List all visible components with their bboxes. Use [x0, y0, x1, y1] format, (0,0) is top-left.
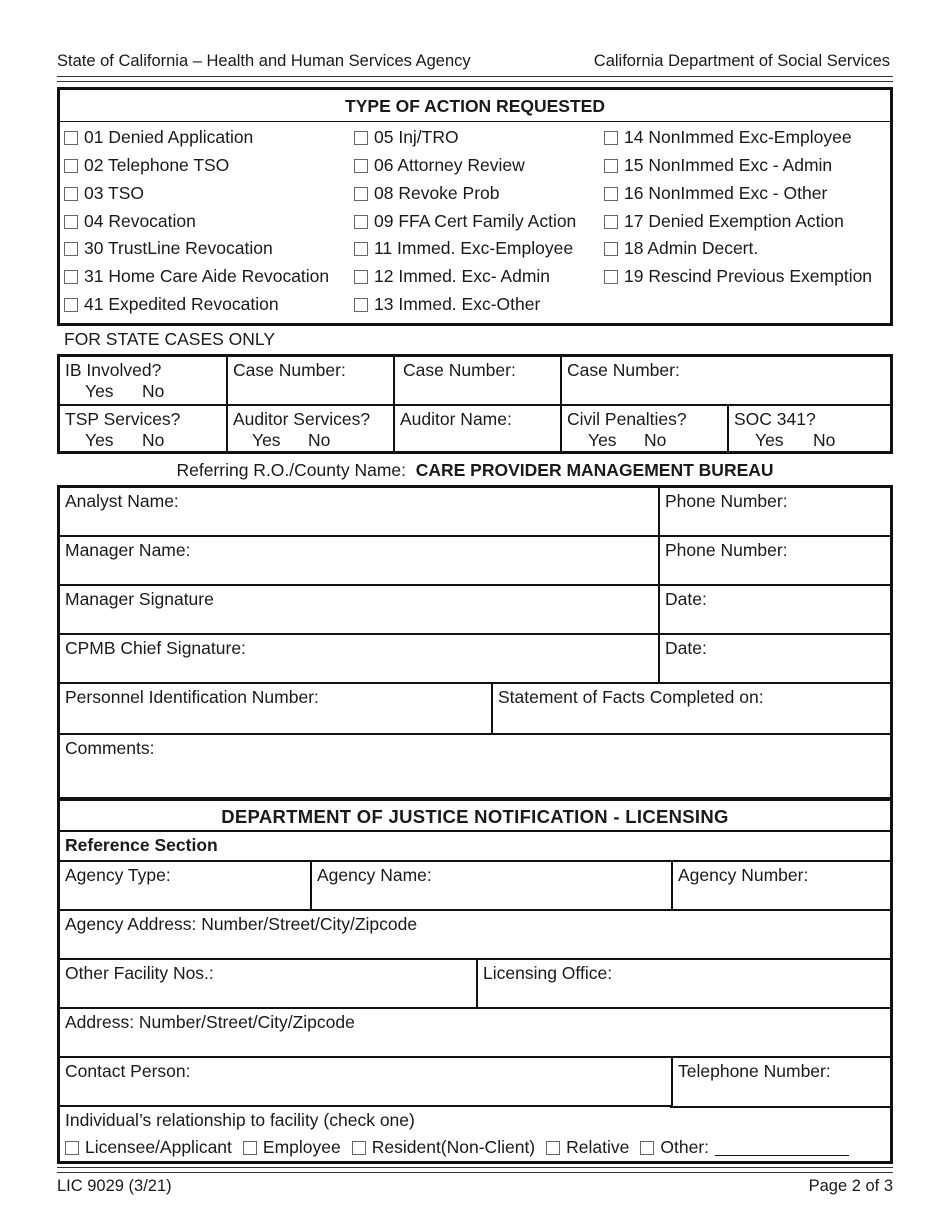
yes-option[interactable]: Yes — [85, 430, 114, 450]
page-number: Page 2 of 3 — [808, 1177, 893, 1195]
licensing-office-field[interactable]: Licensing Office: — [483, 963, 613, 983]
no-option[interactable]: No — [142, 430, 165, 450]
cb-nonimmed-exc-admin[interactable]: 15 NonImmed Exc - Admin — [604, 155, 832, 176]
cb-inj-tro[interactable]: 05 Inj/TRO — [354, 127, 459, 148]
cb-nonimmed-exc-employee[interactable]: 14 NonImmed Exc-Employee — [604, 127, 852, 148]
action-section — [57, 87, 893, 326]
agency-address-field[interactable]: Agency Address: Number/Street/City/Zipcode — [65, 914, 418, 934]
checkbox[interactable] — [604, 242, 618, 256]
department-header: California Department of Social Services — [593, 52, 890, 70]
referring-value: CARE PROVIDER MANAGEMENT BUREAU — [415, 460, 774, 480]
checkbox[interactable] — [604, 215, 618, 229]
checkbox[interactable] — [65, 1141, 79, 1155]
case-number-2[interactable]: Case Number: — [403, 360, 516, 380]
doj-section — [57, 798, 893, 1164]
referring-line — [0, 460, 950, 481]
checkbox[interactable] — [64, 131, 78, 145]
checkbox[interactable] — [354, 159, 368, 173]
form-number: LIC 9029 (3/21) — [57, 1177, 172, 1195]
chief-date-field[interactable]: Date: — [665, 638, 707, 658]
agency-header: State of California – Health and Human Services Agency — [57, 52, 471, 70]
checkbox[interactable] — [64, 187, 78, 201]
analyst-phone-field[interactable]: Phone Number: — [665, 491, 788, 511]
cb-licensee-applicant[interactable]: Licensee/Applicant — [65, 1137, 232, 1158]
cb-ffa-cert-family[interactable]: 09 FFA Cert Family Action — [354, 211, 576, 232]
checkbox[interactable] — [64, 270, 78, 284]
cb-trustline-revocation[interactable]: 30 TrustLine Revocation — [64, 238, 273, 259]
auditor-services-cell[interactable]: Auditor Services? Yes No — [233, 409, 371, 450]
checkbox[interactable] — [243, 1141, 257, 1155]
no-option[interactable]: No — [644, 430, 667, 450]
ib-involved-cell[interactable]: IB Involved? Yes No — [65, 360, 165, 401]
case-number-1[interactable]: Case Number: — [233, 360, 346, 380]
soc-341-cell[interactable]: SOC 341? Yes No — [734, 409, 836, 450]
statement-of-facts-field[interactable]: Statement of Facts Completed on: — [498, 687, 764, 707]
cb-denied-application[interactable]: 01 Denied Application — [64, 127, 253, 148]
yes-option[interactable]: Yes — [588, 430, 617, 450]
action-title: TYPE OF ACTION REQUESTED — [345, 96, 605, 116]
checkbox[interactable] — [64, 242, 78, 256]
footer-rule — [57, 1167, 893, 1173]
tsp-services-cell[interactable]: TSP Services? Yes No — [65, 409, 181, 450]
manager-signature-field[interactable]: Manager Signature — [65, 589, 214, 609]
cb-employee[interactable]: Employee — [243, 1137, 341, 1158]
cb-revocation[interactable]: 04 Revocation — [64, 211, 196, 232]
cb-rescind-exemption[interactable]: 19 Rescind Previous Exemption — [604, 266, 872, 287]
yes-option[interactable]: Yes — [252, 430, 281, 450]
cb-admin-decert[interactable]: 18 Admin Decert. — [604, 238, 758, 259]
cb-tso[interactable]: 03 TSO — [64, 183, 144, 204]
doj-title: DEPARTMENT OF JUSTICE NOTIFICATION - LICENSING — [221, 806, 729, 827]
other-facility-field[interactable]: Other Facility Nos.: — [65, 963, 214, 983]
agency-number-field[interactable]: Agency Number: — [678, 865, 809, 885]
no-option[interactable]: No — [142, 381, 165, 401]
relationship-label: Individual’s relationship to facility (check one) — [65, 1110, 415, 1130]
contacts-section — [57, 485, 893, 800]
relationship-options — [65, 1137, 849, 1158]
yes-option[interactable]: Yes — [755, 430, 784, 450]
checkbox[interactable] — [354, 298, 368, 312]
checkbox[interactable] — [604, 131, 618, 145]
checkbox[interactable] — [64, 215, 78, 229]
referring-label: Referring R.O./County Name: — [176, 460, 406, 480]
cb-immed-exc-other[interactable]: 13 Immed. Exc-Other — [354, 294, 540, 315]
cb-telephone-tso[interactable]: 02 Telephone TSO — [64, 155, 229, 176]
checkbox[interactable] — [640, 1141, 654, 1155]
state-cases-table — [57, 354, 893, 454]
personnel-id-field[interactable]: Personnel Identification Number: — [65, 687, 319, 707]
cb-home-care-aide-revocation[interactable]: 31 Home Care Aide Revocation — [64, 266, 329, 287]
checkbox[interactable] — [64, 159, 78, 173]
agency-name-field[interactable]: Agency Name: — [317, 865, 432, 885]
cb-immed-exc-employee[interactable]: 11 Immed. Exc-Employee — [354, 238, 573, 259]
cb-denied-exemption[interactable]: 17 Denied Exemption Action — [604, 211, 844, 232]
cb-resident[interactable]: Resident(Non-Client) — [352, 1137, 535, 1158]
auditor-name-cell[interactable]: Auditor Name: — [400, 409, 512, 429]
checkbox[interactable] — [354, 187, 368, 201]
agency-type-field[interactable]: Agency Type: — [65, 865, 171, 885]
cb-expedited-revocation[interactable]: 41 Expedited Revocation — [64, 294, 279, 315]
cb-immed-exc-admin[interactable]: 12 Immed. Exc- Admin — [354, 266, 550, 287]
checkbox[interactable] — [546, 1141, 560, 1155]
manager-phone-field[interactable]: Phone Number: — [665, 540, 788, 560]
cb-nonimmed-exc-other[interactable]: 16 NonImmed Exc - Other — [604, 183, 827, 204]
manager-date-field[interactable]: Date: — [665, 589, 707, 609]
state-cases-title: FOR STATE CASES ONLY — [64, 329, 276, 349]
cb-attorney-review[interactable]: 06 Attorney Review — [354, 155, 525, 176]
checkbox[interactable] — [64, 298, 78, 312]
checkbox[interactable] — [354, 242, 368, 256]
other-blank-line[interactable] — [715, 1140, 849, 1156]
checkbox[interactable] — [354, 215, 368, 229]
case-number-3[interactable]: Case Number: — [567, 360, 680, 380]
cb-revoke-prob[interactable]: 08 Revoke Prob — [354, 183, 500, 204]
contact-person-field[interactable]: Contact Person: — [65, 1061, 191, 1081]
checkbox[interactable] — [352, 1141, 366, 1155]
reference-section-label: Reference Section — [65, 835, 218, 855]
manager-name-field[interactable]: Manager Name: — [65, 540, 191, 560]
address-field[interactable]: Address: Number/Street/City/Zipcode — [65, 1012, 355, 1032]
checkbox[interactable] — [354, 131, 368, 145]
yes-option[interactable]: Yes — [85, 381, 114, 401]
cb-other[interactable]: Other: — [640, 1137, 709, 1158]
checkbox[interactable] — [604, 270, 618, 284]
header-rule — [57, 76, 893, 82]
comments-field[interactable]: Comments: — [65, 738, 155, 758]
checkbox[interactable] — [604, 187, 618, 201]
no-option[interactable]: No — [308, 430, 331, 450]
analyst-name-field[interactable]: Analyst Name: — [65, 491, 179, 511]
no-option[interactable]: No — [813, 430, 836, 450]
checkbox[interactable] — [354, 270, 368, 284]
telephone-number-field[interactable]: Telephone Number: — [678, 1061, 831, 1081]
checkbox[interactable] — [604, 159, 618, 173]
civil-penalties-cell[interactable]: Civil Penalties? Yes No — [567, 409, 687, 450]
chief-signature-field[interactable]: CPMB Chief Signature: — [65, 638, 246, 658]
cb-relative[interactable]: Relative — [546, 1137, 629, 1158]
